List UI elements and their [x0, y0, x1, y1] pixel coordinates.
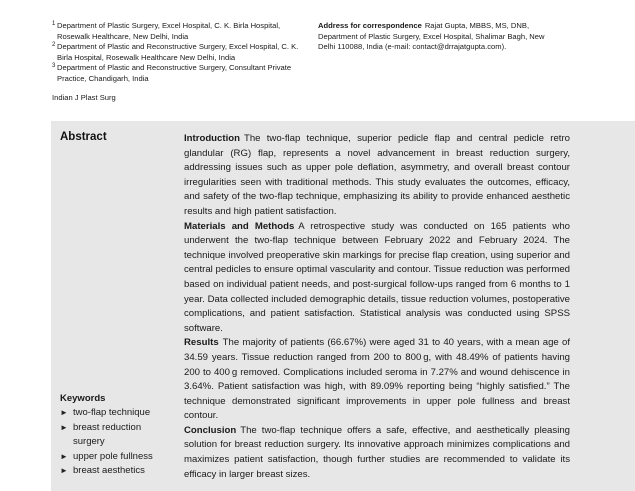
abstract-section-conclusion	[184, 424, 570, 482]
abstract-body	[184, 132, 570, 482]
section-text: A retrospective study was conducted on 165 patients who underwent the two-flap technique between February 2022 and February 2024. The technique involved preoperative skin markings for precise flap creation, using superior and central pedicles to ensure optimal vascularity and contour. Tissue reduction was performed based on individual patient needs, and post-surgical follow-ups ranged from 6 months to 1 year. Data collected included demographic details, tissue reduction volumes, postoperative complications, and patient satisfaction. Statistical analysis was conducted using SPSS software.	[184, 220, 570, 334]
section-text: The majority of patients (66.67%) were aged 31 to 40 years, with a mean age of 34.59 years. Tissue reduction ranged from 200 to 800 g, with 48.49% of patients having 200 to 400 g removed. Complications included seroma in 7.27% and wound dehiscence in 3.64%. Patient satisfaction was high, with 89.09% reporting being “highly satisfied.” The technique demonstrated significant improvements in upper pole fullness and breast contour.	[184, 337, 570, 422]
correspondence-text: Rajat Gupta, MBBS, MS, DNB, Department of Plastic Surgery, Excel Hospital, Shalimar Bagh, New Delhi 110088, India (e-mail: contact@drrajatgupta.com).	[318, 21, 545, 52]
arrow-bullet-icon: ►	[60, 466, 68, 475]
arrow-bullet-icon: ►	[60, 451, 68, 461]
arrow-bullet-icon: ►	[60, 422, 68, 432]
journal-name: Indian J Plast Surg	[52, 92, 116, 102]
abstract-title: Abstract	[60, 131, 107, 143]
keywords-list	[60, 406, 170, 479]
section-text: The two-flap technique, superior pedicle flap and central pedicle retro glandular (RG) flap, represents a novel advancement in breast reduction surgery, addressing issues such as upper pole deflation, asymmetry, and overall breast contour irregularities seen with traditional methods. This study evaluates the outcomes, efficacy, and safety of the two-flap technique, emphasizing its ability to provide enhanced aesthetic results and high patient satisfaction.	[184, 133, 570, 217]
section-text: The two-flap technique offers a safe, effective, and aesthetically pleasing solution for breast reduction surgery. Its innovative approach minimizes complications and maximizes patient satisfaction, though further studies are recommended to validate its efficacy in larger breast sizes.	[184, 424, 570, 480]
abstract-section-results	[184, 336, 570, 424]
affiliations-block	[52, 21, 307, 103]
keyword-item: ► breast reduction surgery	[60, 421, 142, 447]
affiliation-2: 2 Department of Plastic and Reconstructive Surgery, Excel Hospital, C. K. Birla Hospital, Rosewalk Healthcare New Delhi, India	[52, 42, 299, 62]
section-heading: Results	[184, 337, 219, 349]
section-heading: Introduction	[184, 133, 240, 144]
keyword-item: ► breast aesthetics	[60, 464, 170, 479]
abstract-section-introduction	[184, 132, 570, 220]
keyword-item: ► upper pole fullness	[60, 450, 170, 465]
affiliation-1: 1 Department of Plastic Surgery, Excel Hospital, C. K. Birla Hospital, Rosewalk Healthcare, New Delhi, India	[52, 21, 281, 41]
cropped-author-line	[0, 0, 635, 3]
abstract-section-methods	[184, 220, 570, 337]
arrow-bullet-icon: ►	[60, 408, 68, 417]
correspondence-label: Address for correspondence	[318, 21, 422, 30]
keyword-item: ► two-flap technique	[60, 406, 170, 421]
correspondence-block	[318, 21, 558, 53]
abstract-box	[51, 121, 635, 491]
section-heading: Materials and Methods	[184, 220, 295, 232]
affiliation-3: 3 Department of Plastic and Reconstructive Surgery, Consultant Private Practice, Chandigarh, India	[52, 63, 292, 83]
section-heading: Conclusion	[184, 424, 237, 436]
keywords-title: Keywords	[60, 393, 106, 404]
